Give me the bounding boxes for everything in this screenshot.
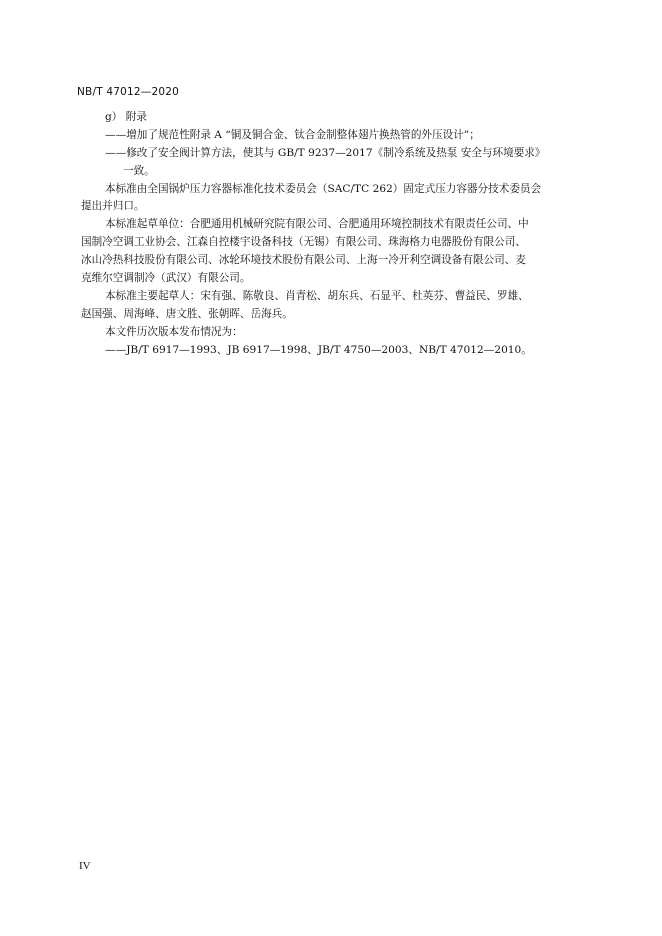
version-history-heading: 本文件历次版本发布情况为：: [105, 325, 243, 338]
foreword-body: [81, 109, 581, 359]
drafting-units-paragraph-line: 国制冷空调工业协会、江森自控楼宇设备科技（无锡）有限公司、珠海格力电器股份有限公司、: [81, 236, 526, 249]
drafting-units-paragraph-line: 冰山冷热科技股份有限公司、冰轮环境技术股份有限公司、上海一冷开利空调设备有限公司、麦: [81, 254, 526, 267]
list-item-g: g） 附录: [105, 111, 147, 123]
version-history-list: ——JB/T 6917—1993、JB 6917—1998、JB/T 4750—2003、NB/T 47012—2010。: [105, 343, 532, 356]
change-item-safety-valve-cont: 一致。: [123, 164, 155, 177]
change-item-appendix-a: ——增加了规范性附录 A “铜及铜合金、钛合金制整体翅片换热管的外压设计”；: [105, 128, 480, 141]
proposer-paragraph-line: 本标准由全国锅炉压力容器标准化技术委员会（SAC/TC 262）固定式压力容器分技术委员会: [105, 182, 542, 195]
page-number: IV: [79, 860, 91, 872]
change-item-safety-valve: ——修改了安全阀计算方法，使其与 GB/T 9237—2017《制冷系统及热泵 安全与环境要求》: [105, 146, 546, 159]
drafters-paragraph-line: 赵国强、周海峰、唐文胜、张朝晖、岳海兵。: [81, 307, 293, 320]
proposer-paragraph-line: 提出并归口。: [81, 200, 145, 213]
standard-code-header: NB/T 47012—2020: [77, 86, 179, 98]
drafting-units-paragraph-line: 本标准起草单位：合肥通用机械研究院有限公司、合肥通用环境控制技术有限责任公司、中: [105, 218, 529, 231]
drafting-units-paragraph-line: 克维尔空调制冷（武汉）有限公司。: [81, 272, 251, 285]
drafters-paragraph-line: 本标准主要起草人：宋有强、陈敬良、肖青松、胡东兵、石显平、杜英芬、曹益民、罗雄、: [105, 289, 529, 302]
